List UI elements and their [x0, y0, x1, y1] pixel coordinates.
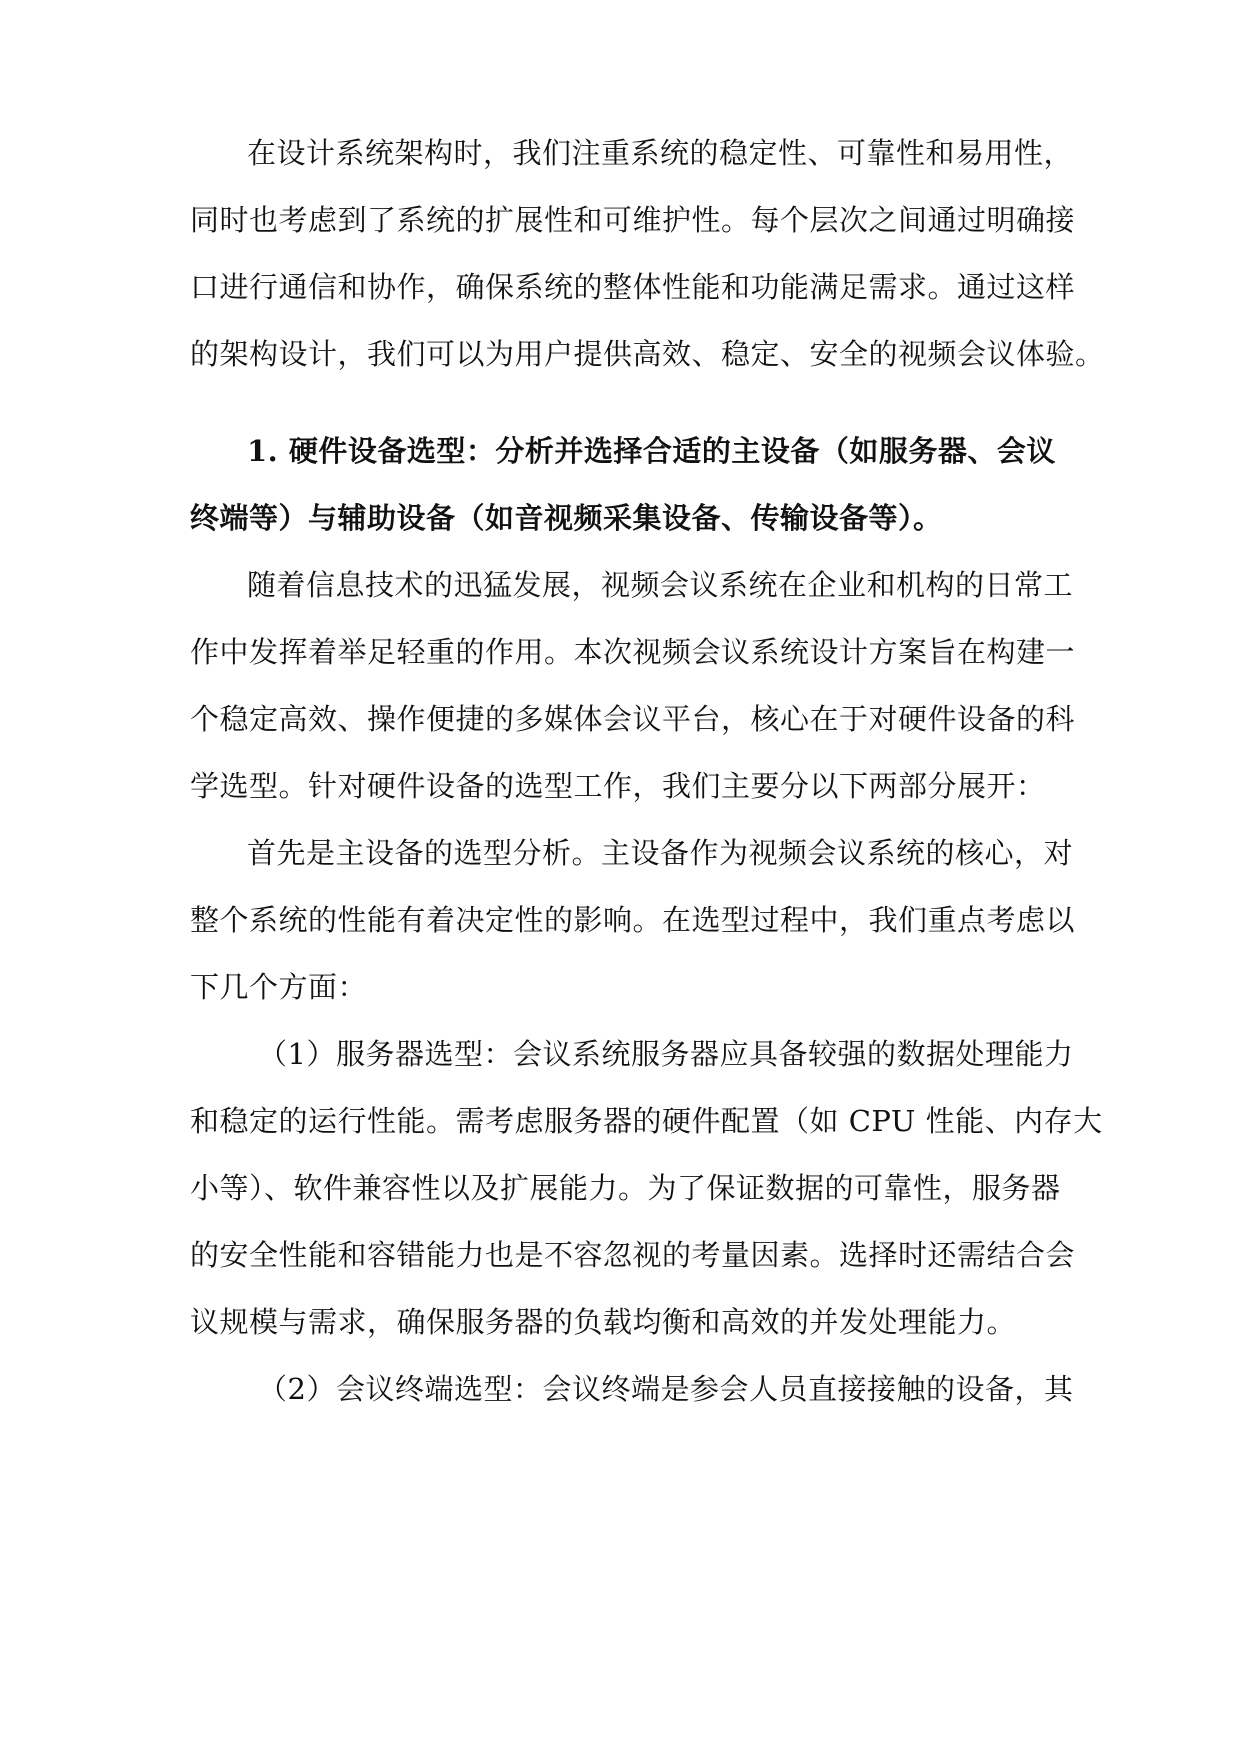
paragraph-line: 议规模与需求，确保服务器的负载均衡和高效的并发处理能力。 — [190, 1305, 1017, 1339]
section-heading: 终端等）与辅助设备（如音视频采集设备、传输设备等）。 — [190, 501, 943, 535]
paragraph-line: 作中发挥着举足轻重的作用。本次视频会议系统设计方案旨在构建一 — [190, 635, 1076, 669]
section-heading: 1. 硬件设备选型：分析并选择合适的主设备（如服务器、会议 — [247, 434, 1056, 468]
paragraph-line: 口进行通信和协作，确保系统的整体性能和功能满足需求。通过这样 — [190, 270, 1076, 304]
paragraph-line: 随着信息技术的迅猛发展，视频会议系统在企业和机构的日常工 — [247, 568, 1074, 602]
paragraph-line: 在设计系统架构时，我们注重系统的稳定性、可靠性和易用性， — [247, 136, 1074, 170]
paragraph-line: 小等）、软件兼容性以及扩展能力。为了保证数据的可靠性，服务器 — [190, 1171, 1061, 1205]
paragraph-line: 整个系统的性能有着决定性的影响。在选型过程中，我们重点考虑以 — [190, 903, 1076, 937]
paragraph-line: 学选型。针对硬件设备的选型工作，我们主要分以下两部分展开： — [190, 769, 1046, 803]
paragraph-line: （2）会议终端选型：会议终端是参会人员直接接触的设备，其 — [258, 1372, 1074, 1406]
paragraph-line: 的架构设计，我们可以为用户提供高效、稳定、安全的视频会议体验。 — [190, 337, 1105, 371]
paragraph-line: 下几个方面： — [190, 970, 368, 1004]
paragraph-line: 同时也考虑到了系统的扩展性和可维护性。每个层次之间通过明确接 — [190, 203, 1076, 237]
paragraph-line: 个稳定高效、操作便捷的多媒体会议平台，核心在于对硬件设备的科 — [190, 702, 1076, 736]
paragraph-line: 首先是主设备的选型分析。主设备作为视频会议系统的核心，对 — [247, 836, 1074, 870]
paragraph-line: （1）服务器选型：会议系统服务器应具备较强的数据处理能力 — [258, 1037, 1074, 1071]
paragraph-line: 的安全性能和容错能力也是不容忽视的考量因素。选择时还需结合会 — [190, 1238, 1076, 1272]
paragraph-line: 和稳定的运行性能。需考虑服务器的硬件配置（如 CPU 性能、内存大 — [190, 1104, 1103, 1138]
